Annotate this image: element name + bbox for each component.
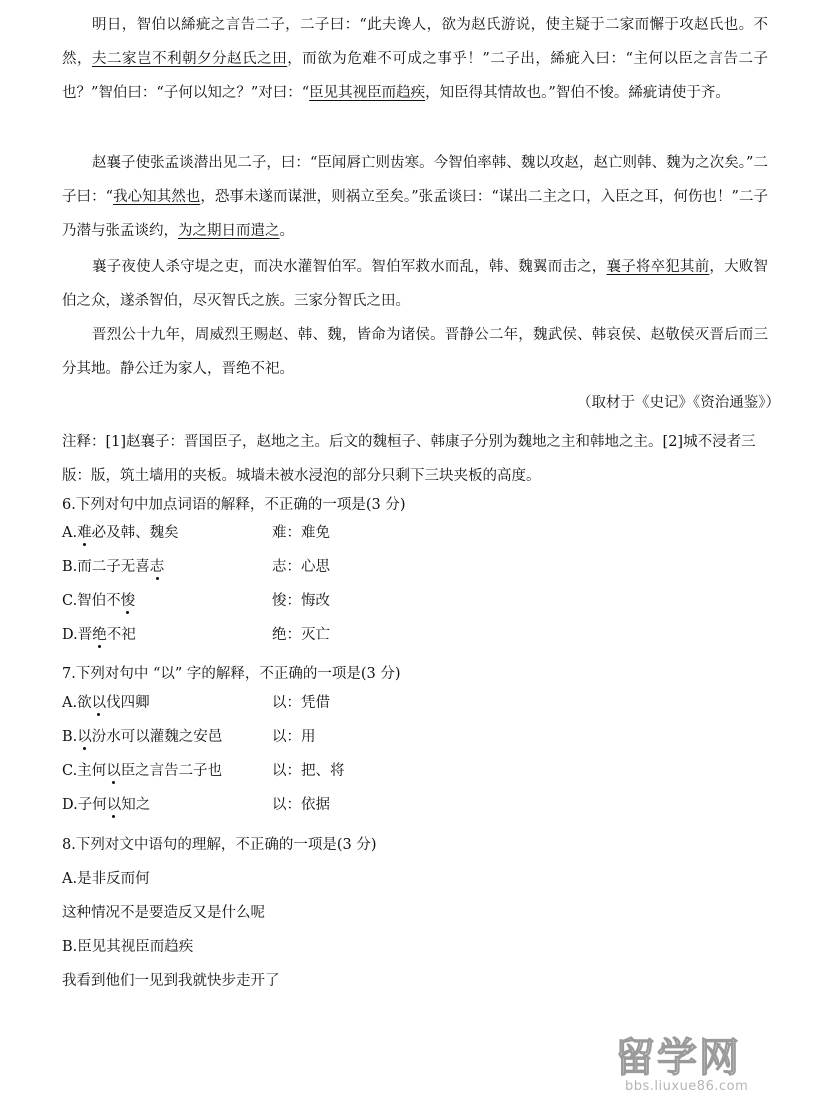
watermark [615,1035,790,1097]
question-7-option-d-explanation: 以：依据 [272,797,330,813]
passage-paragraph-4: 晋烈公十九年，周威烈王赐赵、韩、魏，皆命为诸侯。晋静公二年，魏武侯、韩哀侯、赵敬侯灭晋后而三分其地。静公迁为家人，晋绝不祀。 [62,327,768,377]
question-6-option-c: C.智伯不悛 [62,593,136,609]
emphasis-dot-char: 悛 [120,593,136,609]
passage-paragraph-2: 赵襄子使张孟谈潜出见二子，曰：“臣闻唇亡则齿寒。今智伯率韩、魏以攻赵，赵亡则韩、魏为之次矣。”二子曰：“我心知其然也，恐事未遂而谋泄，则祸立至矣。”张孟谈曰：“谋出二主之口，入臣之耳，何伤也！”二子乃潜与张孟谈约，为之期日而遣之。 [62,155,768,239]
question-7-option-d: D.子何以知之 [62,797,151,813]
question-7-option-a: A.欲以伐四卿 [62,695,150,711]
emphasis-dot-char: 绝 [92,627,107,643]
emphasis-dot-char: 以 [106,763,121,779]
emphasis-dot-char: 难 [77,525,92,541]
question-6-option-c-explanation: 悛：悔改 [272,593,330,609]
source-citation: （取材于《史记》《资治通鉴》） [577,395,780,411]
question-8-option-b-meaning: 我看到他们一见到我就快步走开了 [62,973,280,989]
question-7-stem: 7.下列对句中 “以” 字的解释，不正确的一项是(3 分) [62,666,401,682]
question-6-option-a-explanation: 难：难免 [272,525,330,541]
underlined-sentence: 臣见其视臣而趋疾 [309,85,426,101]
passage-paragraph-1: 明日，智伯以絺疵之言告二子，二子曰：“此夫谗人，欲为赵氏游说，使主疑于二家而懈于攻赵氏也。不然，夫二家岂不利朝夕分赵氏之田，而欲为危难不可成之事乎！”二子出，絺疵入曰：“主何以臣之言告二子也？”智伯曰：“子何以知之？”对曰：“臣见其视臣而趋疾，知臣得其情故也。”智伯不悛。絺疵请使于齐。 [62,17,768,101]
emphasis-dot-char: 以 [106,797,122,813]
question-6-option-b: B.而二子无喜志 [62,559,165,575]
underlined-sentence: 襄子将卒犯其前 [606,259,710,275]
question-6-option-b-explanation: 志：心思 [272,559,330,575]
underlined-sentence: 为之期日而遣之 [178,223,280,239]
question-7-option-a-explanation: 以：凭借 [272,695,330,711]
question-8-option-b: B.臣见其视臣而趋疾 [62,939,194,955]
question-6-stem: 6.下列对句中加点词语的解释，不正确的一项是(3 分) [62,497,406,513]
annotation-notes: 注释：[1]赵襄子：晋国臣子，赵地之主。后文的魏桓子、韩康子分别为魏地之主和韩地之主。[2]城不浸者三版：版，筑土墙用的夹板。城墙未被水浸泡的部分只剩下三块夹板的高度。 [62,434,756,484]
question-7-option-c-explanation: 以：把、将 [272,763,345,779]
question-6-option-d-explanation: 绝：灭亡 [272,627,330,643]
watermark-url: bbs.liuxue86.com [625,1079,749,1094]
question-7-option-b-explanation: 以：用 [272,729,316,745]
question-8-option-a-meaning: 这种情况不是要造反又是什么呢 [62,905,265,921]
emphasis-dot-char: 以 [77,729,92,745]
question-6-option-a: A.难必及韩、魏矣 [62,525,179,541]
question-8-option-a: A.是非反而何 [62,871,150,887]
emphasis-dot-char: 以 [91,695,107,711]
question-7-option-b: B.以汾水可以灌魏之安邑 [62,729,223,745]
question-6-option-d: D.晋绝不祀 [62,627,136,643]
passage-paragraph-3: 襄子夜使人杀守堤之吏，而决水灌智伯军。智伯军救水而乱，韩、魏翼而击之，襄子将卒犯其前，大败智伯之众，遂杀智伯，尽灭智氏之族。三家分智氏之田。 [62,259,769,309]
underlined-sentence: 我心知其然也 [113,189,201,205]
underlined-sentence: 夫二家岂不利朝夕分赵氏之田 [92,51,288,67]
watermark-logo: 留学网 [615,1035,741,1081]
question-8-stem: 8.下列对文中语句的理解，不正确的一项是(3 分) [62,837,377,853]
question-7-option-c: C.主何以臣之言告二子也 [62,763,223,779]
emphasis-dot-char: 志 [149,559,165,575]
